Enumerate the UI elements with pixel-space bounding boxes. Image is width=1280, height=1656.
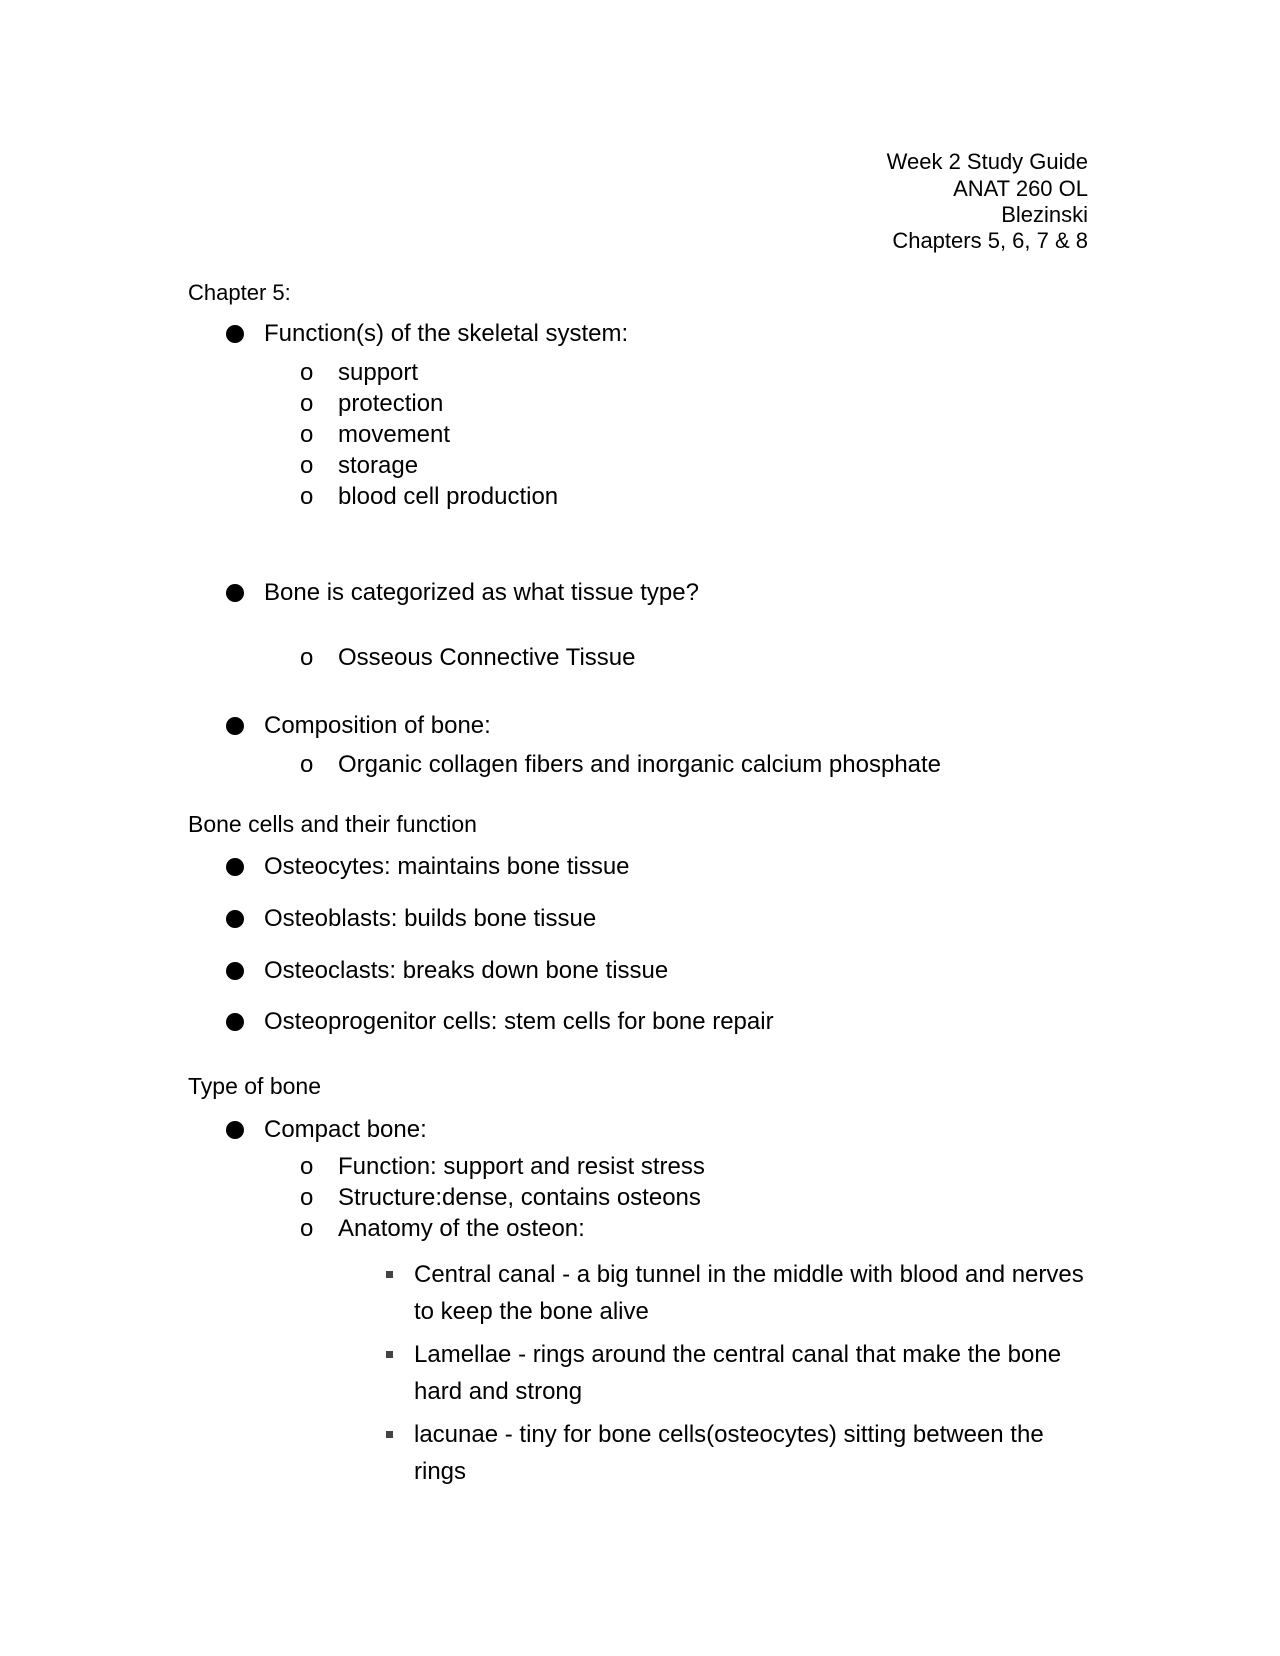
bullet-icon: [226, 962, 244, 980]
tissue-type-answer: Osseous Connective Tissue: [338, 644, 636, 671]
list-item: [386, 1416, 1096, 1490]
bullet-icon: [226, 1013, 244, 1031]
circle-marker-icon: o: [300, 359, 314, 386]
bullet-icon: [226, 1121, 244, 1139]
list-item: [300, 454, 418, 478]
tissue-type-bullet: Bone is categorized as what tissue type?: [264, 579, 699, 606]
bone-cell-item: Osteoprogenitor cells: stem cells for bone repair: [264, 1008, 774, 1035]
list-item: [386, 1336, 1096, 1410]
list-item: [226, 714, 491, 738]
header-instructor: Blezinski: [1001, 202, 1088, 227]
composition-answer: Organic collagen fibers and inorganic calcium phosphate: [338, 751, 942, 778]
header-course: ANAT 260 OL: [953, 176, 1088, 201]
functions-bullet: Function(s) of the skeletal system:: [264, 320, 629, 347]
osteon-item: Central canal - a big tunnel in the middle with blood and nerves to keep the bone alive: [414, 1261, 1084, 1325]
bullet-icon: [226, 717, 244, 735]
function-item: protection: [338, 390, 444, 417]
list-item: [226, 855, 630, 879]
bone-cell-item: Osteocytes: maintains bone tissue: [264, 853, 630, 880]
function-item: storage: [338, 452, 419, 479]
list-item: [300, 1186, 701, 1210]
list-item: [226, 322, 628, 346]
circle-marker-icon: o: [300, 751, 314, 778]
list-item: [226, 1118, 427, 1142]
circle-marker-icon: o: [300, 1184, 314, 1211]
header-title: Week 2 Study Guide: [886, 149, 1088, 174]
list-item: [226, 959, 668, 983]
circle-marker-icon: o: [300, 452, 314, 479]
list-item: [386, 1256, 1096, 1330]
circle-marker-icon: o: [300, 1153, 314, 1180]
chapter-heading: Chapter 5:: [188, 280, 291, 305]
function-item: movement: [338, 421, 451, 448]
list-item: [300, 646, 635, 670]
bone-cells-heading: Bone cells and their function: [188, 811, 477, 837]
square-bullet-icon: [386, 1271, 393, 1278]
list-item: [300, 753, 941, 777]
composition-bullet: Composition of bone:: [264, 712, 491, 739]
function-item: support: [338, 359, 419, 386]
compact-bone-item: Structure:dense, contains osteons: [338, 1184, 701, 1211]
bullet-icon: [226, 910, 244, 928]
compact-bone-item: Anatomy of the osteon:: [338, 1215, 585, 1242]
list-item: [226, 1010, 774, 1034]
bullet-icon: [226, 858, 244, 876]
list-item: [300, 361, 418, 385]
bone-type-heading: Type of bone: [188, 1073, 321, 1099]
square-bullet-icon: [386, 1351, 393, 1358]
circle-marker-icon: o: [300, 390, 314, 417]
bone-cell-item: Osteoclasts: breaks down bone tissue: [264, 957, 669, 984]
function-item: blood cell production: [338, 483, 559, 510]
list-item: [226, 581, 699, 605]
square-bullet-icon: [386, 1431, 393, 1438]
osteon-item: Lamellae - rings around the central canal that make the bone hard and strong: [414, 1341, 1062, 1405]
list-item: [300, 1155, 705, 1179]
circle-marker-icon: o: [300, 644, 314, 671]
list-item: [300, 392, 443, 416]
bullet-icon: [226, 584, 244, 602]
circle-marker-icon: o: [300, 1215, 314, 1242]
compact-bone-item: Function: support and resist stress: [338, 1153, 705, 1180]
list-item: [300, 1217, 585, 1241]
bullet-icon: [226, 325, 244, 343]
list-item: [300, 485, 558, 509]
circle-marker-icon: o: [300, 421, 314, 448]
circle-marker-icon: o: [300, 483, 314, 510]
header-chapters: Chapters 5, 6, 7 & 8: [892, 228, 1088, 253]
compact-bone-bullet: Compact bone:: [264, 1116, 427, 1143]
bone-cell-item: Osteoblasts: builds bone tissue: [264, 905, 597, 932]
list-item: [226, 907, 596, 931]
list-item: [300, 423, 450, 447]
osteon-item: lacunae - tiny for bone cells(osteocytes) sitting between the rings: [414, 1421, 1044, 1485]
